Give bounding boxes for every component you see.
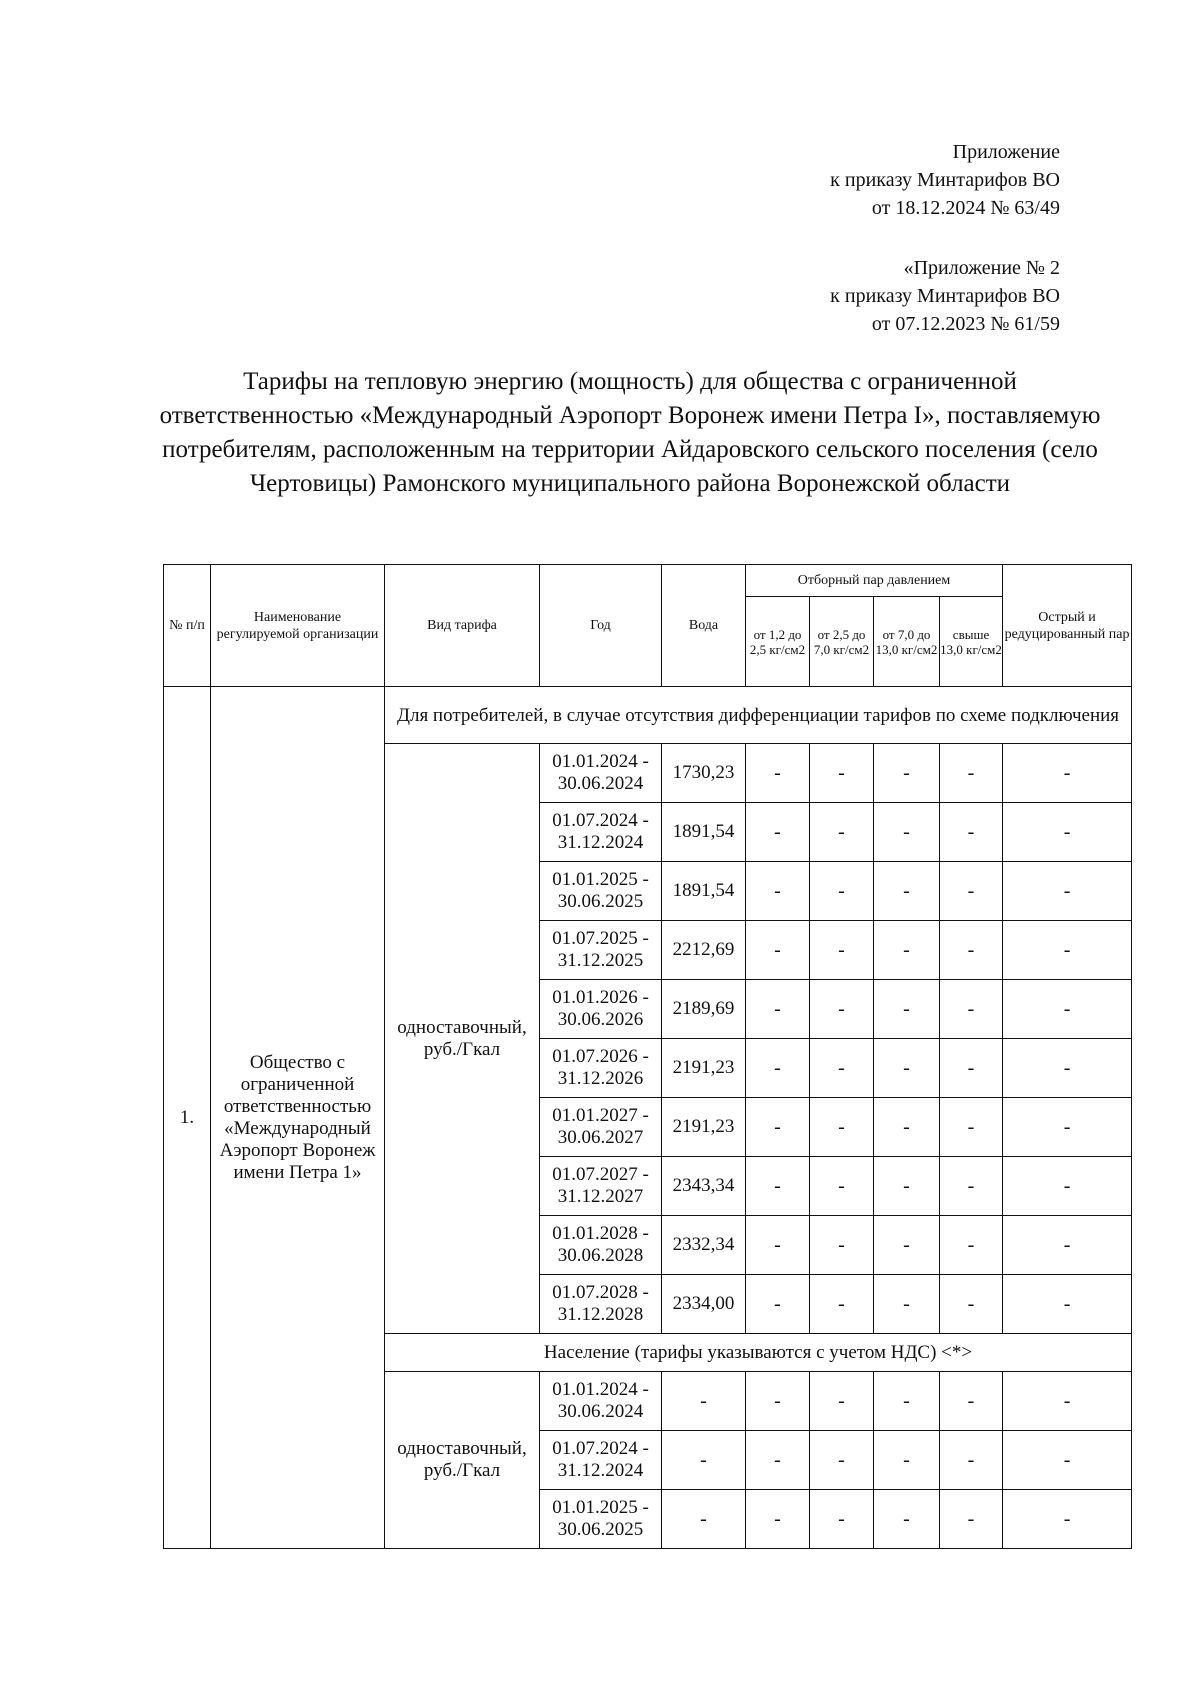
water-cell: 1891,54 [662, 803, 746, 862]
sharp-steam-cell: - [1003, 1157, 1132, 1216]
steam-cell: - [810, 1039, 874, 1098]
water-cell: - [662, 1431, 746, 1490]
header-num: № п/п [164, 565, 211, 687]
row-number: 1. [164, 687, 211, 1549]
steam-cell: - [940, 862, 1003, 921]
header-sharp-steam: Острый и редуцированный пар [1003, 565, 1132, 687]
annex-header [830, 138, 1060, 222]
steam-cell: - [940, 921, 1003, 980]
steam-cell: - [940, 744, 1003, 803]
sharp-steam-cell: - [1003, 1490, 1132, 1549]
water-cell: - [662, 1490, 746, 1549]
steam-cell: - [810, 1372, 874, 1431]
annex-line: к приказу Минтарифов ВО [830, 285, 1060, 307]
period-cell: 01.01.2025 - 30.06.2025 [540, 862, 662, 921]
header-organization: Наименование регулируемой организации [211, 565, 385, 687]
period-cell: 01.07.2025 - 31.12.2025 [540, 921, 662, 980]
steam-cell: - [746, 1372, 810, 1431]
steam-cell: - [874, 1216, 940, 1275]
header-steam-col: свыше 13,0 кг/см2 [940, 597, 1003, 687]
steam-cell: - [746, 1098, 810, 1157]
table-body [164, 687, 1132, 1549]
steam-cell: - [746, 862, 810, 921]
table-header-row [164, 565, 1132, 597]
water-cell: 2191,23 [662, 1098, 746, 1157]
steam-cell: - [940, 1490, 1003, 1549]
header-water: Вода [662, 565, 746, 687]
steam-cell: - [940, 1431, 1003, 1490]
period-cell: 01.07.2027 - 31.12.2027 [540, 1157, 662, 1216]
steam-cell: - [810, 803, 874, 862]
steam-cell: - [874, 1490, 940, 1549]
period-cell: 01.01.2025 - 30.06.2025 [540, 1490, 662, 1549]
water-cell: 1730,23 [662, 744, 746, 803]
sharp-steam-cell: - [1003, 921, 1132, 980]
steam-cell: - [746, 1275, 810, 1334]
steam-cell: - [940, 1098, 1003, 1157]
section-title: Для потребителей, в случае отсутствия дифференциации тарифов по схеме подключения [385, 687, 1132, 744]
tariff-table [163, 564, 1132, 1549]
steam-cell: - [874, 744, 940, 803]
annex-line: от 18.12.2024 № 63/49 [871, 197, 1060, 219]
steam-cell: - [940, 1039, 1003, 1098]
period-cell: 01.07.2024 - 31.12.2024 [540, 1431, 662, 1490]
steam-cell: - [810, 1275, 874, 1334]
water-cell: 2332,34 [662, 1216, 746, 1275]
steam-cell: - [874, 921, 940, 980]
steam-cell: - [874, 1098, 940, 1157]
steam-cell: - [746, 1157, 810, 1216]
water-cell: 2191,23 [662, 1039, 746, 1098]
steam-cell: - [810, 1216, 874, 1275]
sharp-steam-cell: - [1003, 1372, 1132, 1431]
steam-cell: - [746, 803, 810, 862]
header-steam-group: Отборный пар давлением [746, 565, 1003, 597]
period-cell: 01.01.2028 - 30.06.2028 [540, 1216, 662, 1275]
steam-cell: - [940, 1372, 1003, 1431]
steam-cell: - [874, 1157, 940, 1216]
document-title: Тарифы на тепловую энергию (мощность) для общества с ограниченной ответственностью «Международный Аэропорт Воронеж имени Петра I», поставляемую потребителям, расположенным на территории Айдаровского сельского поселения (село Чертовицы) Рамонского муниципального района Воронежской области [159, 368, 1101, 497]
steam-cell: - [940, 1157, 1003, 1216]
period-cell: 01.07.2024 - 31.12.2024 [540, 803, 662, 862]
water-cell: - [662, 1372, 746, 1431]
header-steam-col: от 2,5 до 7,0 кг/см2 [810, 597, 874, 687]
steam-cell: - [810, 921, 874, 980]
header-steam-col: от 7,0 до 13,0 кг/см2 [874, 597, 940, 687]
previous-annex-header [830, 254, 1060, 338]
tariff-type: одноставочный, руб./Гкал [385, 1372, 540, 1549]
sharp-steam-cell: - [1003, 1216, 1132, 1275]
header-steam-col: от 1,2 до 2,5 кг/см2 [746, 597, 810, 687]
period-cell: 01.07.2026 - 31.12.2026 [540, 1039, 662, 1098]
steam-cell: - [874, 803, 940, 862]
sharp-steam-cell: - [1003, 1431, 1132, 1490]
sharp-steam-cell: - [1003, 803, 1132, 862]
period-cell: 01.01.2027 - 30.06.2027 [540, 1098, 662, 1157]
water-cell: 2212,69 [662, 921, 746, 980]
sharp-steam-cell: - [1003, 980, 1132, 1039]
steam-cell: - [810, 1157, 874, 1216]
steam-cell: - [810, 744, 874, 803]
steam-cell: - [874, 1275, 940, 1334]
sharp-steam-cell: - [1003, 862, 1132, 921]
steam-cell: - [810, 980, 874, 1039]
period-cell: 01.07.2028 - 31.12.2028 [540, 1275, 662, 1334]
steam-cell: - [940, 1216, 1003, 1275]
steam-cell: - [810, 1490, 874, 1549]
steam-cell: - [874, 1372, 940, 1431]
steam-cell: - [874, 980, 940, 1039]
sharp-steam-cell: - [1003, 1275, 1132, 1334]
tariff-type: одноставочный, руб./Гкал [385, 744, 540, 1334]
steam-cell: - [874, 1039, 940, 1098]
annex-line: «Приложение № 2 [903, 257, 1060, 279]
steam-cell: - [746, 1216, 810, 1275]
steam-cell: - [746, 980, 810, 1039]
organization-name: Общество с ограниченной ответственностью «Международный Аэропорт Воронеж имени Петра 1» [211, 687, 385, 1549]
section-row [164, 687, 1132, 744]
steam-cell: - [746, 1431, 810, 1490]
steam-cell: - [810, 1098, 874, 1157]
steam-cell: - [810, 862, 874, 921]
annex-line: от 07.12.2023 № 61/59 [871, 313, 1060, 335]
water-cell: 2343,34 [662, 1157, 746, 1216]
steam-cell: - [746, 921, 810, 980]
steam-cell: - [940, 803, 1003, 862]
steam-cell: - [810, 1431, 874, 1490]
steam-cell: - [746, 1039, 810, 1098]
period-cell: 01.01.2026 - 30.06.2026 [540, 980, 662, 1039]
header-year: Год [540, 565, 662, 687]
steam-cell: - [746, 1490, 810, 1549]
sharp-steam-cell: - [1003, 1098, 1132, 1157]
period-cell: 01.01.2024 - 30.06.2024 [540, 744, 662, 803]
steam-cell: - [874, 1431, 940, 1490]
water-cell: 2189,69 [662, 980, 746, 1039]
annex-line: Приложение [952, 141, 1060, 163]
water-cell: 1891,54 [662, 862, 746, 921]
sharp-steam-cell: - [1003, 744, 1132, 803]
period-cell: 01.01.2024 - 30.06.2024 [540, 1372, 662, 1431]
steam-cell: - [940, 1275, 1003, 1334]
annex-line: к приказу Минтарифов ВО [830, 169, 1060, 191]
section-title: Население (тарифы указываются с учетом НДС) <*> [385, 1334, 1132, 1372]
steam-cell: - [874, 862, 940, 921]
sharp-steam-cell: - [1003, 1039, 1132, 1098]
steam-cell: - [940, 980, 1003, 1039]
water-cell: 2334,00 [662, 1275, 746, 1334]
header-tariff-type: Вид тарифа [385, 565, 540, 687]
steam-cell: - [746, 744, 810, 803]
